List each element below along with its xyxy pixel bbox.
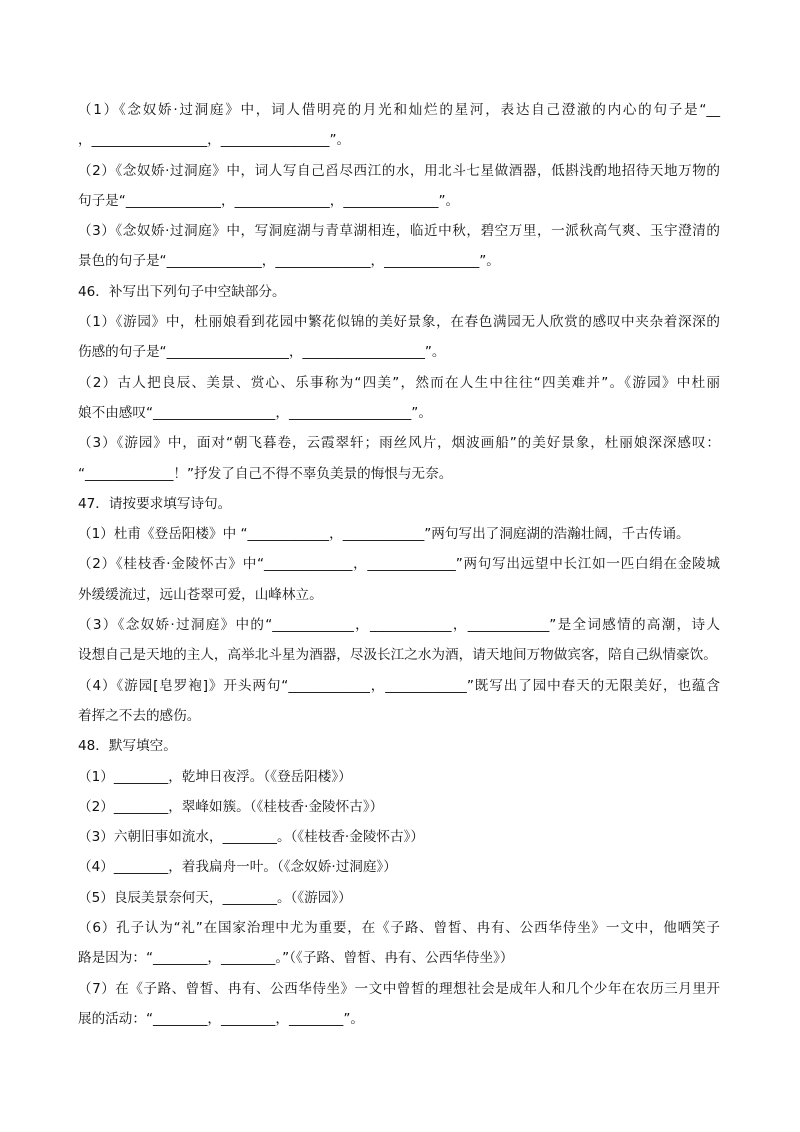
question-item	[78, 974, 720, 1035]
question	[78, 277, 720, 489]
item-line: （5）良辰美景奈何天，________。（《游园》）	[78, 889, 352, 906]
question-item	[78, 216, 720, 277]
item-line: 句子是“______________，______________，______________”。	[78, 192, 460, 209]
question-item	[78, 610, 720, 671]
item-line: （1）________，乾坤日夜浮。（《登岳阳楼》）	[78, 768, 352, 785]
question-item	[78, 852, 720, 882]
item-line: （1）《游园》中，杜丽娘看到花园中繁花似锦的美好景象，在春色满园无人欣赏的感叹中夹杂着深深的	[78, 314, 720, 331]
question	[78, 95, 720, 277]
item-line: （3）《念奴娇·过洞庭》中，写洞庭湖与青草湖相连，临近中秋，碧空万里，一派秋高气爽、玉宇澄清的	[78, 223, 720, 240]
question-item	[78, 95, 720, 156]
item-line: （3）《念奴娇·过洞庭》中的“____________，____________，____________”是全词感情的高潮，诗人	[78, 617, 720, 634]
question-item	[78, 428, 720, 489]
item-line: （4）《游园[皂罗袍]》开头两句“____________，____________”既写出了园中春天的无限美好，也蕴含	[78, 677, 720, 694]
question-item	[78, 368, 720, 429]
item-line: 路是因为：“________，________。”（《子路、曾皙、冉有、公西华侍坐》）	[78, 950, 514, 967]
question-heading: 47．请按要求填写诗句。	[78, 495, 232, 512]
item-line: （3）六朝旧事如流水，________。（《桂枝香·金陵怀古》）	[78, 829, 425, 846]
question	[78, 489, 720, 731]
item-line: “_____________！”抒发了自己不得不辜负美景的悔恨与无奈。	[78, 465, 453, 482]
question-item	[78, 156, 720, 217]
item-line: （7）在《子路、曾皙、冉有、公西华侍坐》一文中曾皙的理想社会是成年人和几个少年在农历三月里开	[78, 980, 720, 997]
question-item	[78, 549, 720, 610]
question-item	[78, 822, 720, 852]
question-item	[78, 519, 720, 549]
item-line: 景色的句子是“______________，______________，______________”。	[78, 253, 500, 270]
question-item	[78, 307, 720, 368]
item-line: （3）《游园》中，面对“朝飞暮卷，云霞翠轩；雨丝风片，烟波画船”的美好景象，杜丽娘深深感叹：	[78, 435, 720, 452]
question-heading: 48．默写填空。	[78, 738, 177, 755]
question-heading: 46．补写出下列句子中空缺部分。	[78, 283, 286, 300]
exam-page	[78, 95, 720, 1034]
item-line: （2）《念奴娇·过洞庭》中，词人写自己舀尽西江的水，用北斗七星做酒器，低斟浅酌地招待天地万物的	[78, 162, 720, 179]
question-item	[78, 671, 720, 732]
question-item	[78, 913, 720, 974]
item-line: 伤感的句子是“__________________，__________________”。	[78, 344, 446, 361]
item-line: 着挥之不去的感伤。	[78, 707, 201, 724]
item-line: ，_________________，________________”。	[78, 132, 351, 149]
question-item	[78, 762, 720, 792]
item-line: （1）《念奴娇·过洞庭》中，词人借明亮的月光和灿烂的星河，表达自己澄澈的内心的句子是“__	[78, 102, 720, 118]
item-line: 外缓缓流过，远山苍翠可爱，山峰林立。	[78, 586, 323, 603]
item-line: （1）杜甫《登岳阳楼》中 “____________，____________”两句写出了洞庭湖的浩瀚壮阔，千古传诵。	[78, 526, 690, 543]
item-line: 娘不由感叹“__________________，__________________”。	[78, 404, 432, 421]
question-item	[78, 792, 720, 822]
item-line: 展的活动：“________，________，________”。	[78, 1010, 364, 1027]
item-line: （2）________，翠峰如簇。（《桂枝香·金陵怀古》）	[78, 798, 384, 815]
item-line: （2）《桂枝香·金陵怀古》中“_____________，_____________”两句写出远望中长江如一匹白绢在金陵城	[78, 556, 720, 573]
question	[78, 731, 720, 1034]
item-line: （6）孔子认为“礼”在国家治理中尤为重要，在《子路、曾皙、冉有、公西华侍坐》一文中，他哂笑子	[78, 920, 720, 937]
item-line: 设想自己是天地的主人，高举北斗星为酒器，尽汲长江之水为酒，请天地间万物做宾客，陪自己纵情豪饮。	[78, 647, 717, 664]
item-line: （2）古人把良辰、美景、赏心、乐事称为“四美”，然而在人生中往往“四美难并”。《游园》中杜丽	[78, 374, 720, 391]
question-item	[78, 883, 720, 913]
item-line: （4）________，着我扁舟一叶。（《念奴娇·过洞庭》）	[78, 859, 397, 876]
